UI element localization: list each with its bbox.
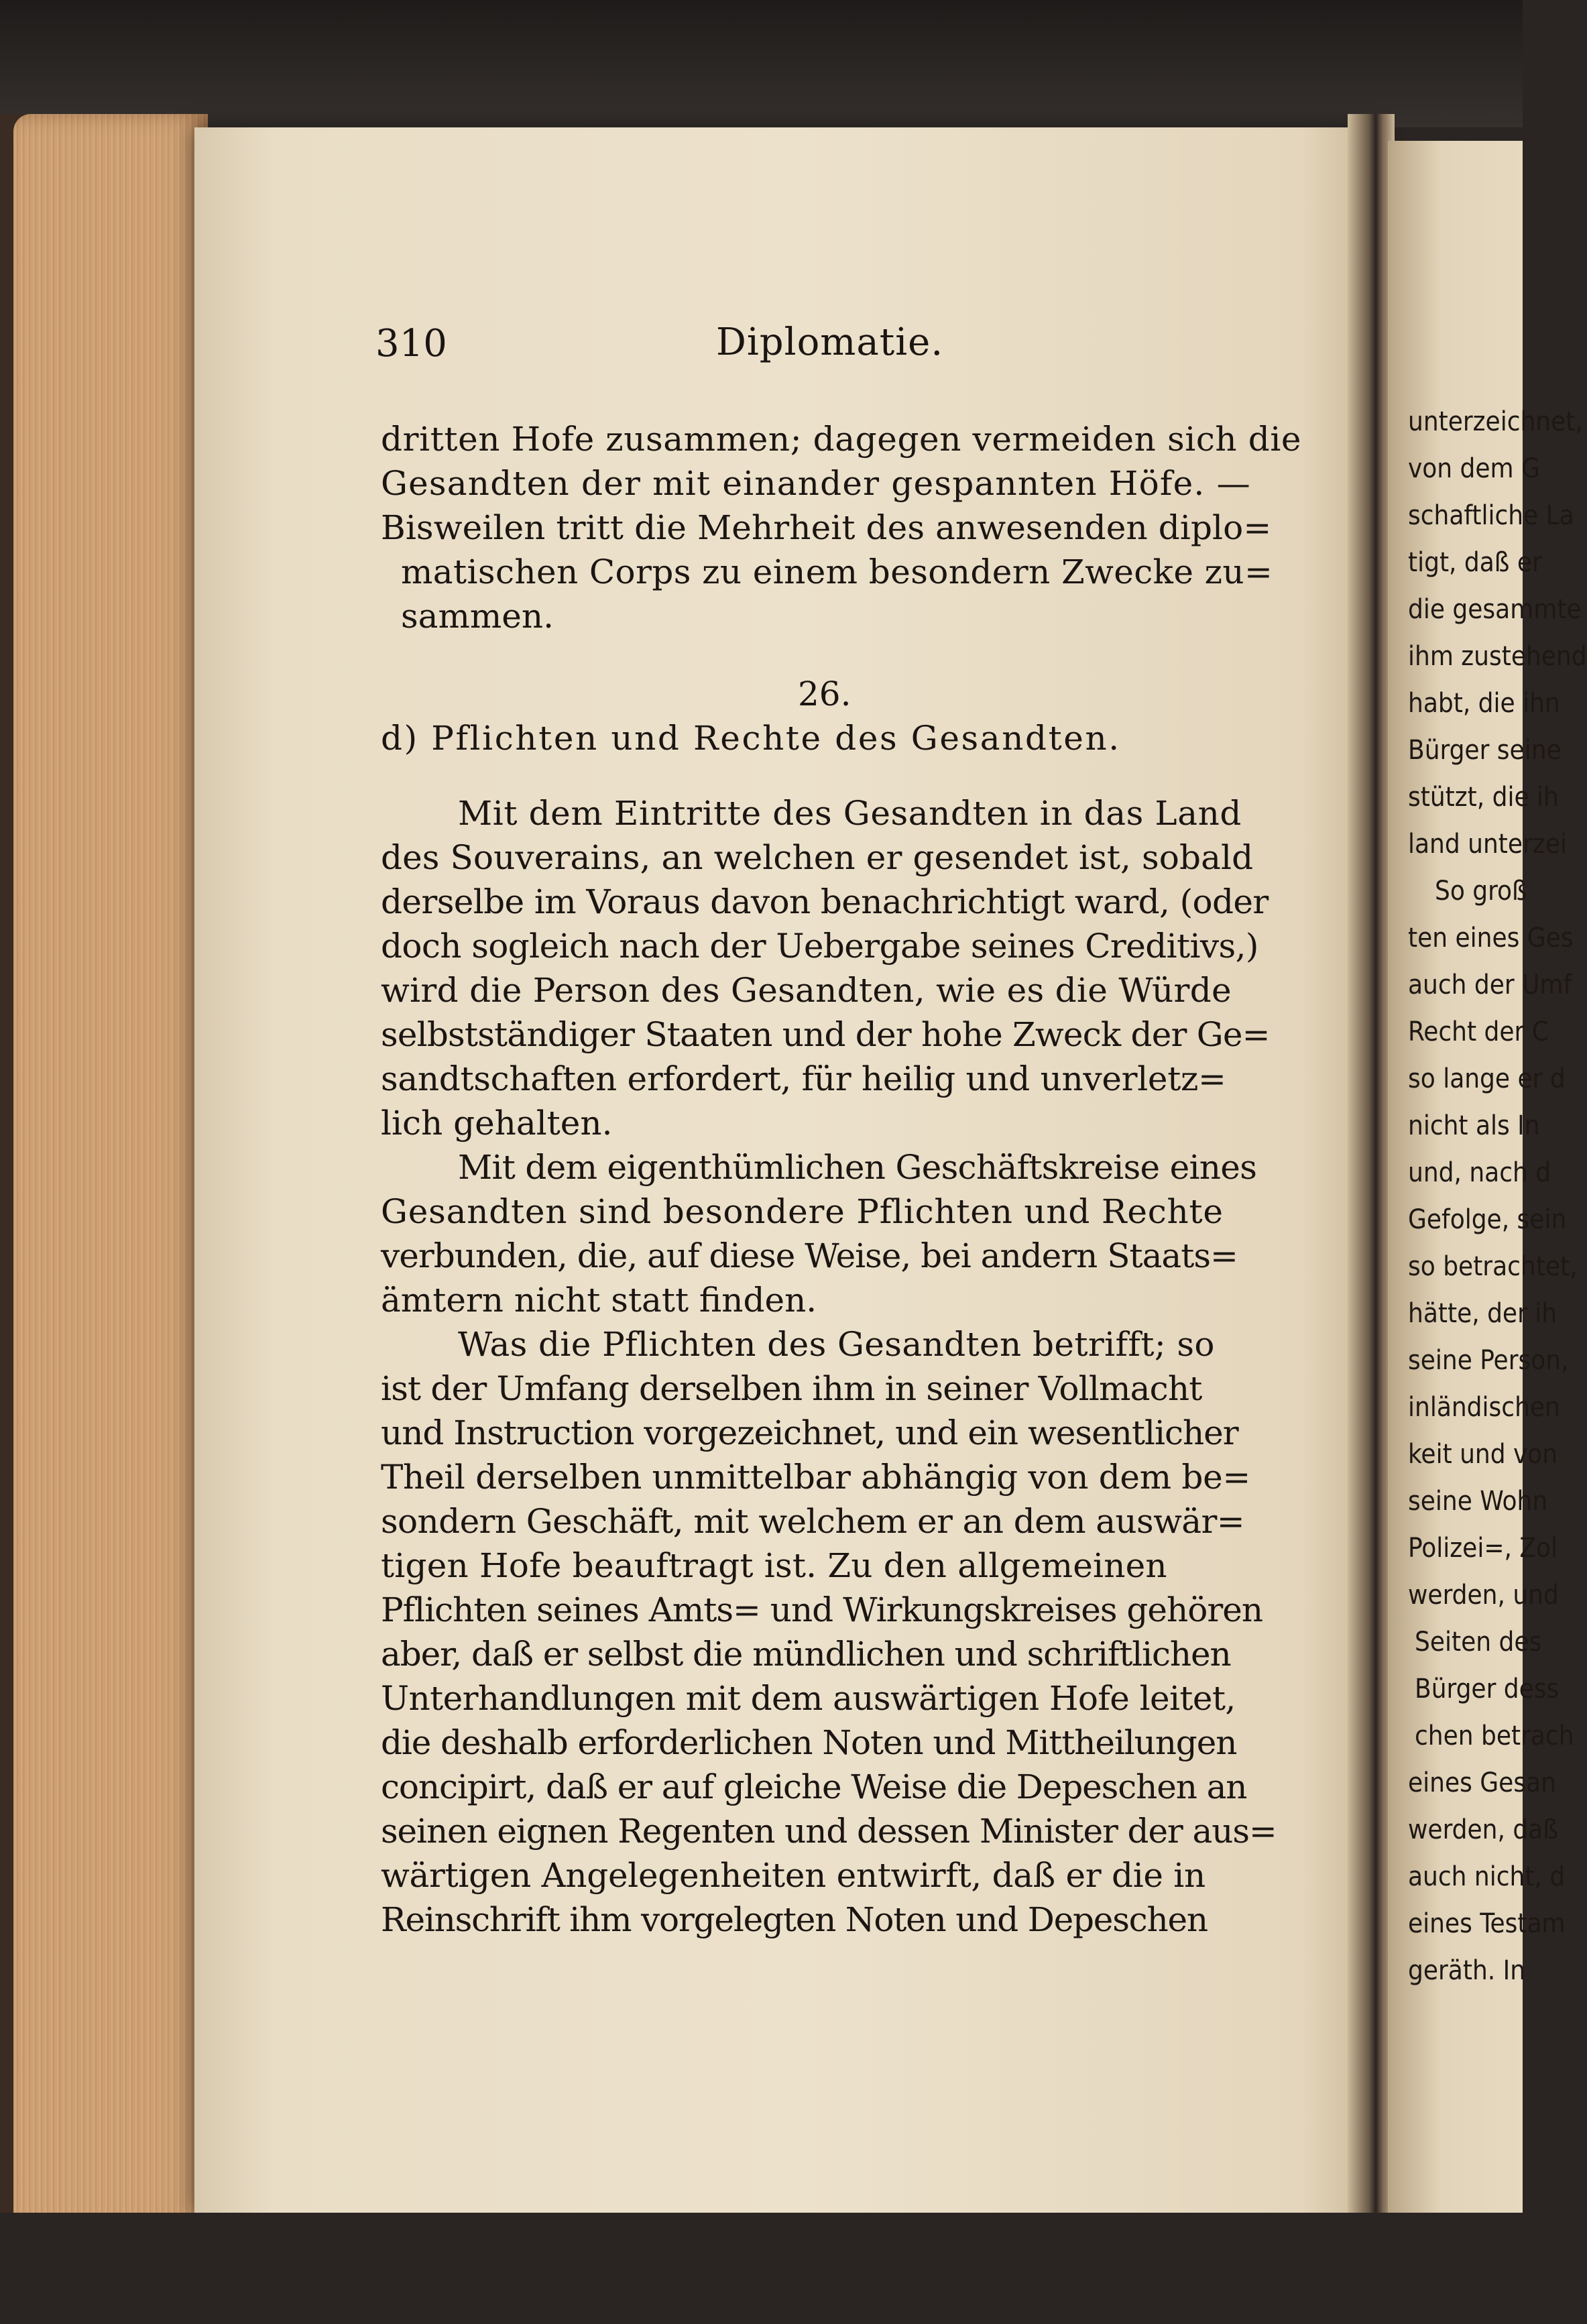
facing-text-line: chen betrach (1415, 1721, 1574, 1751)
text-line: wird die Person des Gesandten, wie es die Würde (381, 971, 1232, 1010)
facing-text-line: inländischen (1408, 1392, 1560, 1423)
facing-text-line: eines Gesan (1408, 1767, 1556, 1798)
facing-text-line: auch der Umf (1408, 970, 1572, 1000)
text-line: derselbe im Voraus davon benachrichtigt ward, (oder (381, 882, 1269, 921)
facing-text-line: geräth. In (1408, 1955, 1526, 1986)
text-line: doch sogleich nach der Uebergabe seines Creditivs,) (381, 927, 1258, 966)
facing-text-line: hätte, der ih (1408, 1298, 1557, 1329)
text-line: Gesandten sind besondere Pflichten und Rechte (381, 1192, 1224, 1231)
facing-text-line: land unterzei (1408, 829, 1567, 860)
running-title: Diplomatie. (716, 321, 944, 364)
facing-text-line: stützt, die ih (1408, 782, 1559, 813)
facing-text-line: von dem G (1408, 453, 1540, 484)
book-page (194, 127, 1374, 2213)
facing-text-line: keit und von (1408, 1439, 1558, 1470)
facing-text-line: so betrachtet, (1408, 1251, 1578, 1282)
facing-text-line: die gesammte (1408, 594, 1582, 625)
text-line: concipirt, daß er auf gleiche Weise die Depeschen an (381, 1767, 1247, 1806)
facing-text-line: werden, daß (1408, 1814, 1558, 1845)
facing-text-line: seine Person, (1408, 1345, 1569, 1376)
facing-text-line: Bürger dess (1415, 1674, 1560, 1704)
facing-text-line: Recht der C (1408, 1016, 1549, 1047)
text-line: lich gehalten. (381, 1104, 613, 1143)
text-line: seinen eignen Regenten und dessen Minister der aus= (381, 1812, 1277, 1851)
text-line: und Instruction vorgezeichnet, und ein wesentlicher (381, 1413, 1238, 1452)
section-heading: d) Pflichten und Rechte des Gesandten. (381, 719, 1121, 758)
text-line: Pflichten seines Amts= und Wirkungskreises gehören (381, 1590, 1263, 1629)
text-line: Was die Pflichten des Gesandten betrifft; so (458, 1325, 1215, 1364)
facing-text-line: eines Testam (1408, 1908, 1566, 1939)
facing-text-line: so lange er d (1408, 1063, 1566, 1094)
facing-text-line: werden, und (1408, 1580, 1559, 1611)
text-line: Mit dem Eintritte des Gesandten in das Land (458, 794, 1242, 833)
text-line: sammen. (401, 597, 554, 636)
page-edges-stack (13, 114, 208, 2240)
text-line: selbstständiger Staaten und der hohe Zweck der Ge= (381, 1015, 1270, 1054)
facing-text-line: Seiten des (1415, 1627, 1542, 1658)
text-line: sandtschaften erfordert, für heilig und unverletz= (381, 1059, 1226, 1098)
section-number: 26. (798, 675, 851, 713)
facing-page (1388, 141, 1587, 2246)
text-line: Theil derselben unmittelbar abhängig von dem be= (381, 1458, 1251, 1497)
facing-text-line: seine Wohn (1408, 1486, 1548, 1517)
text-line: aber, daß er selbst die mündlichen und schriftlichen (381, 1635, 1231, 1674)
text-line: dritten Hofe zusammen; dagegen vermeiden sich die (381, 420, 1302, 459)
facing-text-line: ihm zustehend (1408, 641, 1587, 672)
page-number: 310 (375, 322, 447, 365)
facing-text-line: und, nach d (1408, 1157, 1551, 1188)
facing-text-line: unterzeichnet, (1408, 406, 1583, 437)
text-line: ist der Umfang derselben ihm in seiner Vollmacht (381, 1369, 1202, 1408)
facing-text-line: Gefolge, sein (1408, 1204, 1567, 1235)
facing-text-line: tigt, daß er (1408, 547, 1542, 578)
facing-text-line: ten eines Ges (1408, 923, 1574, 953)
text-line: die deshalb erforderlichen Noten und Mittheilungen (381, 1723, 1237, 1762)
text-line: Unterhandlungen mit dem auswärtigen Hofe leitet, (381, 1679, 1236, 1718)
facing-text-line: schaftliche La (1408, 500, 1574, 531)
facing-text-line: habt, die ihn (1408, 688, 1560, 719)
scan-background-top (0, 0, 1523, 127)
facing-text-line: Bürger seine (1408, 735, 1562, 766)
facing-text-line: auch nicht, d (1408, 1861, 1566, 1892)
text-line: sondern Geschäft, mit welchem er an dem auswär= (381, 1502, 1245, 1541)
text-line: verbunden, die, auf diese Weise, bei andern Staats= (381, 1236, 1238, 1275)
facing-text-line: So groß (1435, 876, 1527, 907)
text-line: wärtigen Angelegenheiten entwirft, daß er die in (381, 1856, 1206, 1895)
text-line: tigen Hofe beauftragt ist. Zu den allgemeinen (381, 1546, 1167, 1585)
text-line: Mit dem eigenthümlichen Geschäftskreise eines (458, 1148, 1257, 1187)
text-line: Reinschrift ihm vorgelegten Noten und Depeschen (381, 1900, 1208, 1939)
facing-text-line: nicht als In (1408, 1110, 1540, 1141)
text-line: Bisweilen tritt die Mehrheit des anwesenden diplo= (381, 508, 1272, 547)
text-line: des Souverains, an welchen er gesendet ist, sobald (381, 838, 1254, 877)
text-line: matischen Corps zu einem besondern Zwecke zu= (401, 553, 1273, 591)
facing-text-line: Polizei=, Zol (1408, 1533, 1557, 1564)
text-line: ämtern nicht statt finden. (381, 1281, 817, 1320)
text-line: Gesandten der mit einander gespannten Höfe. — (381, 464, 1251, 503)
scan-background-bottom (0, 2213, 1523, 2324)
